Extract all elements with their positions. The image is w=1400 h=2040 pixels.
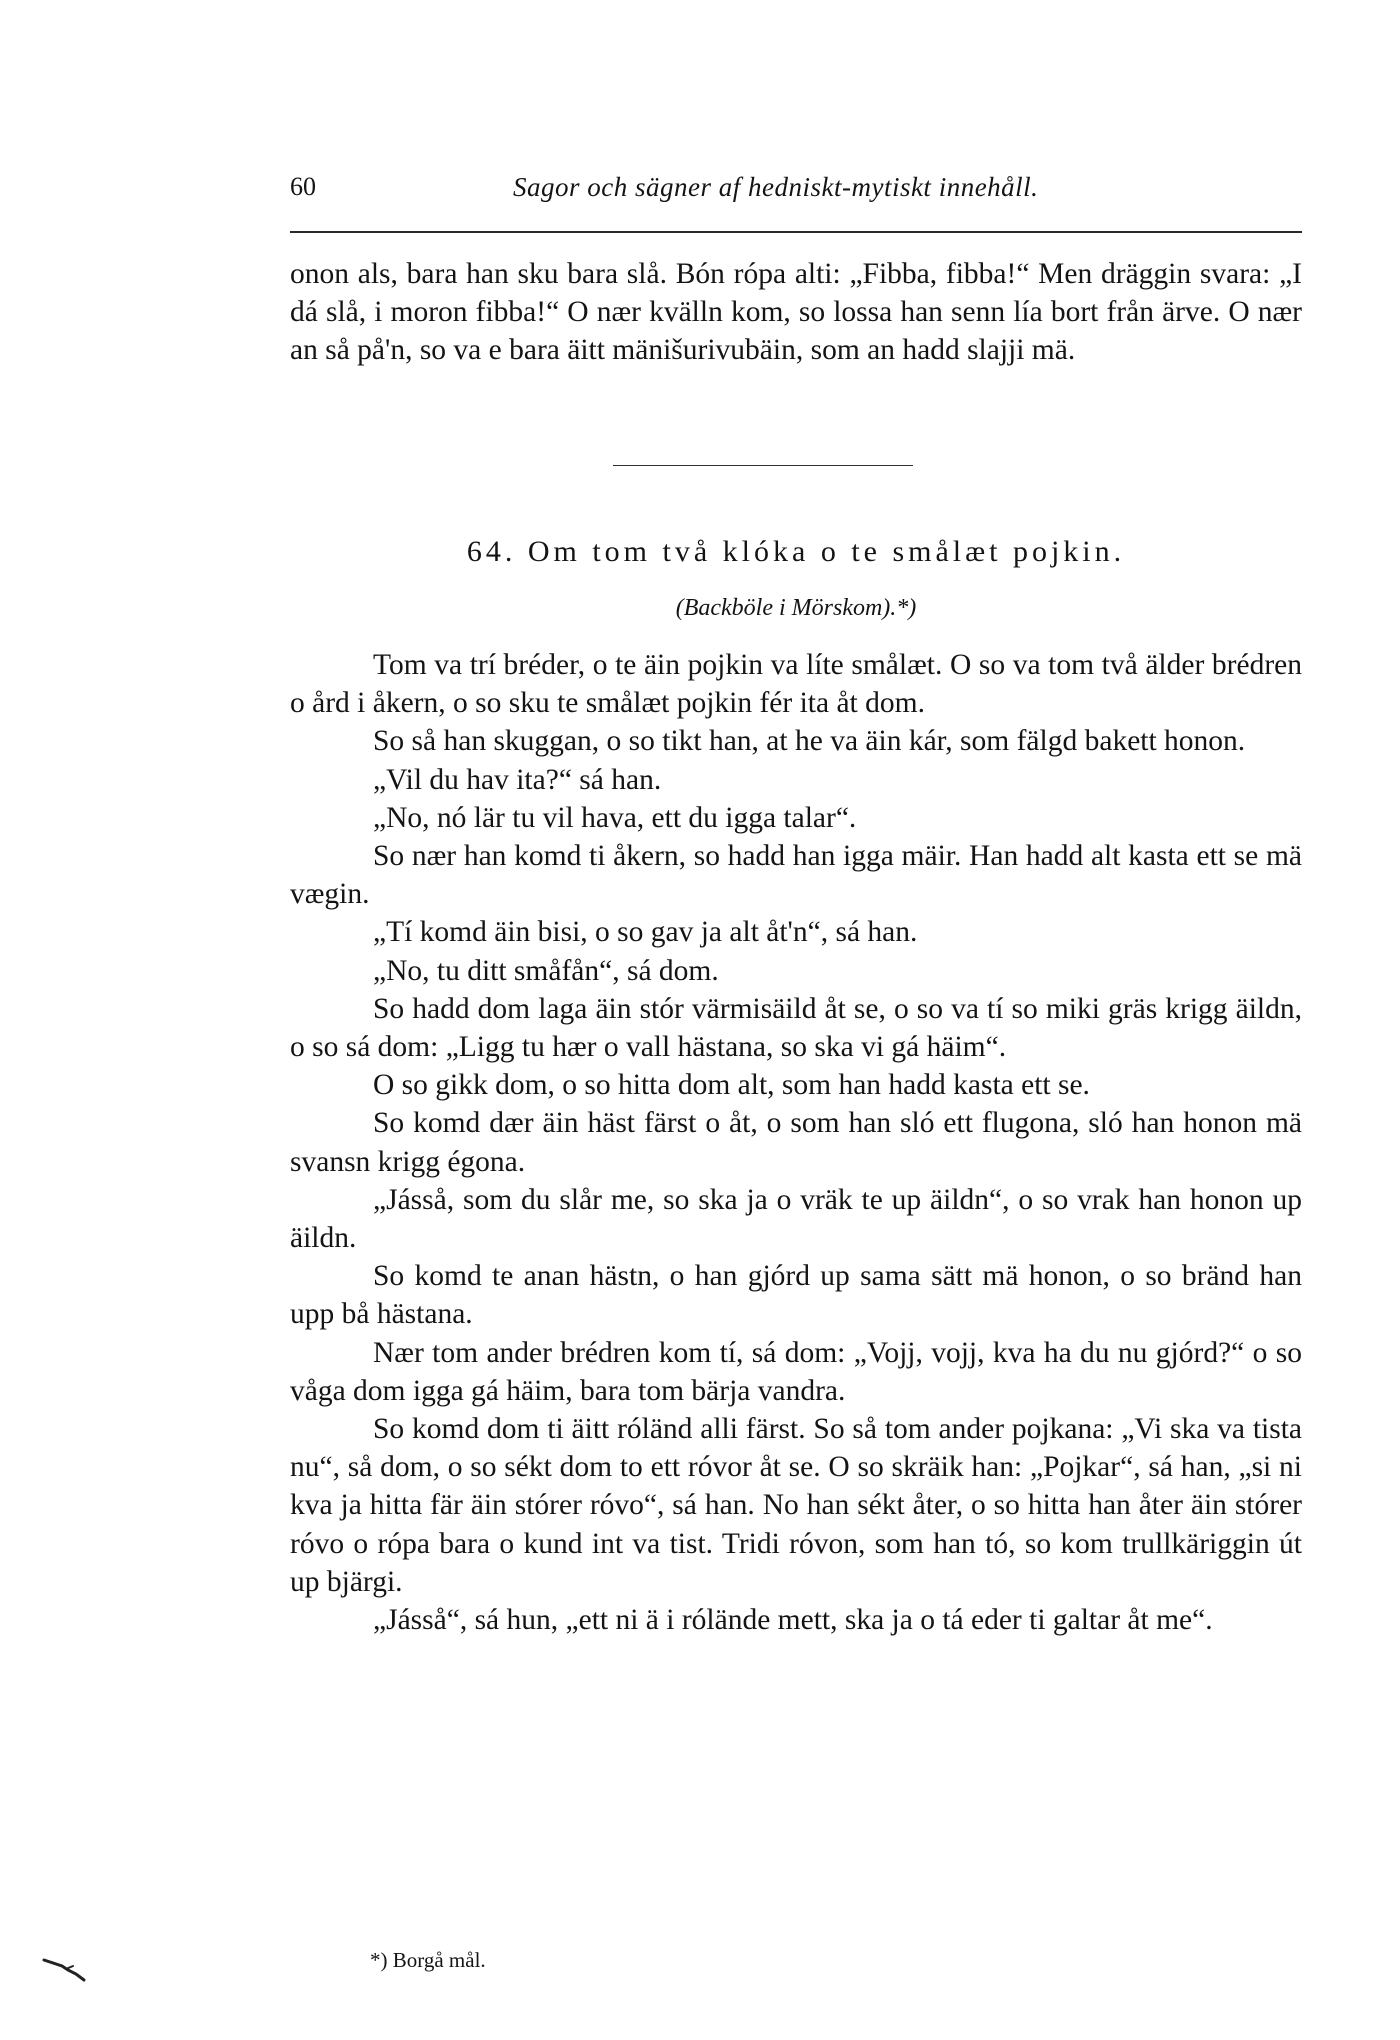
paragraph: So komd te anan hästn, o han gjórd up sama sätt mä honon, o so bränd han upp bå hästana. [290, 1260, 1302, 1331]
paragraph: So hadd dom laga äin stór värmisäild åt se, o so va tí so miki gräs krigg äildn, o so sá dom: „Ligg tu hær o vall hästana, so ska vi gá häim“. [290, 992, 1302, 1064]
paragraph: onon als, bara han sku bara slå. Bón rópa alti: „Fibba, fibba!“ Men dräggin svara: „I dá slå, i moron fibba!“ O nær kvälln kom, so lossa han senn lía bort från ärve. O nær an så på'n, so va e bara äitt mänišurivubäin, som an hadd slajji mä. [290, 258, 1302, 367]
page-number: 60 [290, 172, 316, 201]
paragraph: „Vil du hav ita?“ sá han. [373, 763, 662, 796]
paragraph: So nær han komd ti åkern, so hadd han igga mäir. Han hadd alt kasta ett se mä vægin. [290, 840, 1302, 911]
chapter-title: 64. Om tom två klóka o te smålæt pojkin. [466, 535, 1126, 568]
header-rule [290, 231, 1302, 233]
paragraph: So komd dom ti äitt róländ alli färst. So så tom ander pojkana: „Vi ska va tista nu“, så dom, o so sékt dom to ett róvor åt se. O so skräik han: „Pojkar“, sá han, „si ni kva ja hitta fär äin stórer róvo“, sá han. No han sékt åter, o so hitta han åter äin stórer róvo o rópa bara o kund int va tist. Tridi róvon, som han tó, so kom trullkäriggin út up bjärgi. [290, 1413, 1302, 1598]
paragraph: „No, tu ditt småfån“, sá dom. [373, 954, 719, 987]
paragraph: Nær tom ander brédren kom tí, sá dom: „Vojj, vojj, kva ha du nu gjórd?“ o so våga dom igga gá häim, bara tom bärja vandra. [290, 1336, 1302, 1407]
paragraph: So så han skuggan, o so tikt han, at he va äin kár, som fälgd bakett honon. [373, 725, 1246, 758]
paragraph: „Jásså, som du slår me, so ska ja o vräk te up äildn“, o so vrak han honon up äildn. [290, 1183, 1302, 1255]
paragraph: O so gikk dom, o so hitta dom alt, som han hadd kasta ett se. [373, 1069, 1090, 1102]
paragraph: Tom va trí bréder, o te äin pojkin va líte smålæt. O so va tom två älder brédren o ård i åkern, o so sku te smålæt pojkin fér ita åt dom. [290, 649, 1302, 720]
page-header [290, 172, 1302, 216]
corner-scribble-mark [40, 1950, 120, 1990]
section-divider [613, 465, 913, 466]
paragraph: „No, nó lär tu vil hava, ett du igga talar“. [373, 801, 857, 834]
chapter-subtitle: (Backböle i Mörskom).*) [675, 595, 917, 621]
paragraph: „Tí komd äin bisi, o so gav ja alt åt'n“, sá han. [373, 916, 918, 949]
running-title: Sagor och sägner af hedniskt-mytiskt innehåll. [513, 172, 1039, 202]
paragraph: „Jásså“, sá hun, „ett ni ä i rólände mett, ska ja o tá eder ti galtar åt me“. [373, 1604, 1213, 1637]
footnote: *) Borgå mål. [370, 1948, 486, 1972]
story-text [290, 646, 1302, 1639]
intro-text [290, 255, 1302, 370]
paragraph: So komd dær äin häst färst o åt, o som han sló ett flugona, sló han honon mä svansn krigg égona. [290, 1107, 1302, 1178]
